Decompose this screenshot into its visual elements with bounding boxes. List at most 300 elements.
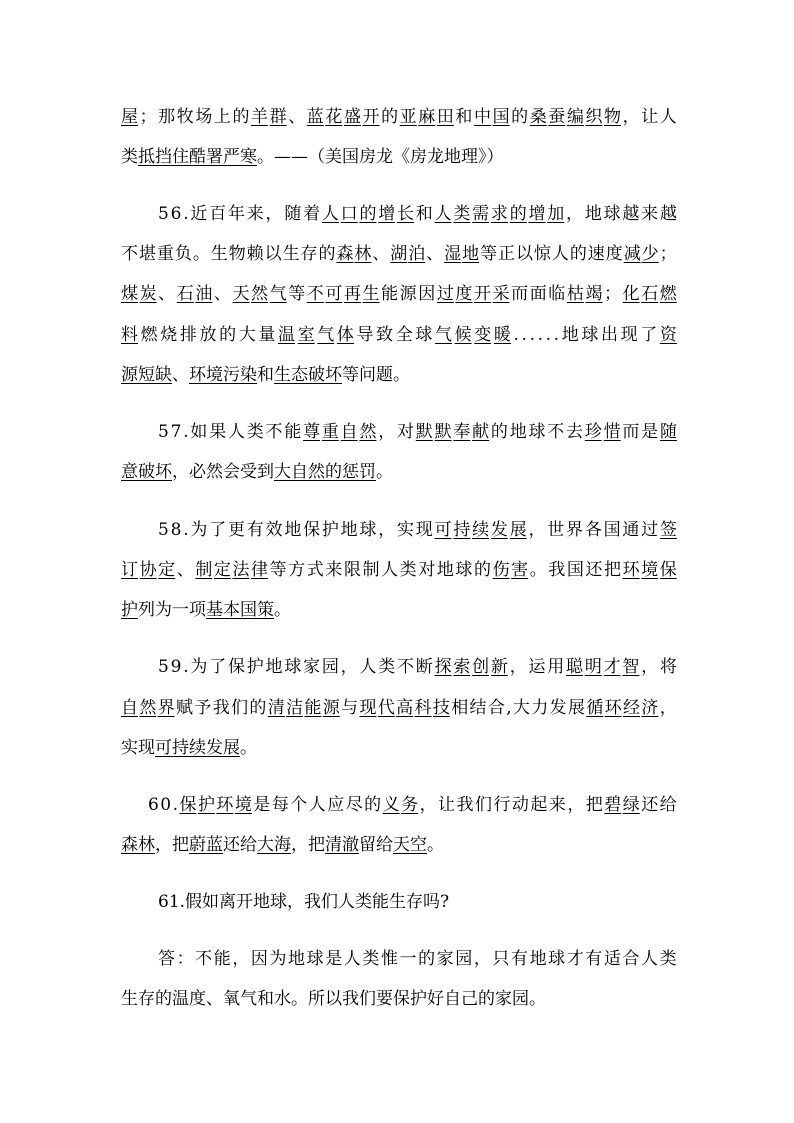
text-char: 临: [548, 284, 566, 304]
text-char: 5: [158, 204, 169, 224]
text-char: ，: [419, 795, 437, 815]
text-char: 以: [515, 244, 533, 264]
text-char: 来: [548, 795, 566, 815]
text-char: 赋: [176, 698, 194, 718]
underlined-term-char: 开: [473, 284, 491, 304]
text-line: [121, 696, 677, 720]
text-char: 而: [622, 422, 640, 442]
underlined-term-char: 技: [432, 698, 450, 718]
text-char: 人: [359, 657, 377, 677]
text-char: 速: [587, 244, 605, 264]
underlined-term-char: 然: [139, 698, 157, 718]
underlined-term-char: 泊: [408, 244, 426, 264]
underlined-term-char: 湿: [444, 244, 462, 264]
text-char: 相: [451, 698, 469, 718]
text-line: [121, 145, 677, 169]
text-char: 能: [213, 949, 231, 969]
text-line: [121, 323, 677, 347]
underlined-term-char: 蚕: [548, 107, 566, 127]
text-run: 。——（美国房龙《房龙地理》）: [257, 147, 504, 167]
text-char: 5: [158, 520, 169, 540]
text-char: 有: [510, 949, 528, 969]
text-char: 来: [246, 204, 264, 224]
text-line: [121, 460, 677, 484]
underlined-term-char: 盛: [343, 107, 361, 127]
text-char: 予: [194, 698, 212, 718]
underlined-term-char: 物: [604, 107, 622, 127]
text-line: [121, 833, 677, 857]
underlined-term: 护: [121, 600, 138, 620]
text-char: 不: [195, 949, 213, 969]
text-line: [121, 736, 677, 760]
underlined-term-char: 资: [659, 325, 677, 345]
text-char: 存: [300, 244, 318, 264]
text-char: 去: [566, 422, 584, 442]
underlined-term-char: 桑: [529, 107, 547, 127]
underlined-term: 环境污染: [189, 365, 257, 385]
text-char: 地: [284, 520, 302, 540]
underlined-term-char: 可: [325, 284, 343, 304]
text-char: 们: [474, 795, 492, 815]
text-char: 答: [158, 949, 175, 969]
underlined-term-char: 过: [436, 284, 454, 304]
underlined-term-char: 国: [492, 107, 510, 127]
underlined-term-char: 持: [453, 520, 471, 540]
text-char: 还: [585, 560, 603, 580]
text-char: 等: [288, 284, 306, 304]
text-char: 着: [303, 204, 321, 224]
underlined-term-char: 展: [509, 520, 527, 540]
underlined-term-char: 竭: [585, 284, 603, 304]
underlined-term-char: 气: [269, 284, 287, 304]
text-char: 负: [174, 244, 192, 264]
text-char: 出: [600, 325, 618, 345]
text-char: 、: [176, 560, 194, 580]
text-char: 地: [436, 560, 454, 580]
text-run: 。: [274, 600, 291, 620]
underlined-term-char: 制: [195, 560, 213, 580]
text-char: .: [537, 325, 543, 345]
text-char: 尽: [345, 795, 363, 815]
text-char: 一: [399, 949, 417, 969]
text-char: 越: [659, 204, 677, 224]
text-char: .: [183, 657, 189, 677]
underlined-term-char: 屋: [121, 107, 138, 127]
underlined-term-char: 石: [641, 284, 659, 304]
text-run: 等问题。: [342, 365, 410, 385]
text-char: 人: [343, 949, 361, 969]
text-char: .: [183, 520, 189, 540]
text-char: 给: [659, 795, 677, 815]
underlined-term: 大自然的惩罚: [274, 462, 376, 482]
text-char: 是: [253, 795, 271, 815]
text-char: 为: [190, 520, 208, 540]
text-char: 实: [397, 520, 414, 540]
text-char: ,: [506, 698, 512, 718]
text-line: [158, 947, 677, 971]
underlined-term-char: 代: [377, 698, 395, 718]
text-char: 赖: [246, 244, 264, 264]
text-char: 等: [269, 560, 287, 580]
text-char: 们: [231, 698, 249, 718]
text-char: ：: [176, 949, 194, 969]
underlined-term: 源短缺: [121, 365, 172, 385]
text-char: 家: [436, 949, 454, 969]
text-char: 合: [487, 698, 505, 718]
text-char: 园: [321, 657, 339, 677]
text-char: 球: [455, 560, 473, 580]
text-char: 的: [490, 422, 508, 442]
underlined-term-char: 亚: [399, 107, 417, 127]
text-char: 排: [179, 325, 197, 345]
underlined-term-char: 惜: [603, 422, 621, 442]
underlined-term-char: 油: [195, 284, 213, 304]
text-char: 了: [209, 520, 227, 540]
text-char: 随: [284, 204, 302, 224]
text-char: 放: [199, 325, 217, 345]
text-char: .: [183, 422, 189, 442]
text-char: .: [183, 204, 189, 224]
text-char: ，: [378, 422, 396, 442]
underlined-term-char: 类: [453, 204, 471, 224]
text-char: 场: [195, 107, 213, 127]
underlined-term-char: 绿: [622, 795, 640, 815]
text-char: 制: [362, 560, 380, 580]
underlined-term-char: 尊: [303, 422, 321, 442]
text-char: 限: [343, 560, 361, 580]
underlined-term-char: 中: [473, 107, 491, 127]
underlined-term-char: 求: [490, 204, 508, 224]
text-char: 结: [469, 698, 487, 718]
text-char: 的: [219, 325, 237, 345]
text-char: 。: [192, 244, 210, 264]
text-char: 我: [548, 560, 566, 580]
text-char: 地: [288, 949, 306, 969]
underlined-term-char: 增: [378, 204, 396, 224]
text-char: 不: [121, 244, 138, 264]
text-char: 正: [498, 244, 516, 264]
underlined-term-char: 羊: [251, 107, 269, 127]
text-char: 球: [306, 949, 324, 969]
underlined-term-char: 地: [462, 244, 480, 264]
text-char: 、: [372, 244, 390, 264]
text-line: [158, 890, 677, 914]
underlined-term-char: 境: [234, 795, 252, 815]
text-char: 人: [381, 560, 399, 580]
text-char: 近: [190, 204, 208, 224]
underlined-term-char: 料: [121, 325, 138, 345]
text-char: 界: [566, 520, 584, 540]
text-char: 因: [250, 949, 268, 969]
text-char: 面: [529, 284, 547, 304]
underlined-term-char: 采: [492, 284, 510, 304]
text-char: 了: [209, 657, 227, 677]
text-char: 度: [605, 244, 623, 264]
text-char: 还: [641, 795, 659, 815]
text-char: 我: [212, 698, 230, 718]
text-char: 只: [492, 949, 510, 969]
text-char: 来: [641, 204, 659, 224]
text-line: [158, 655, 677, 679]
text-char: 等: [480, 244, 498, 264]
underlined-term-char: 人: [321, 204, 339, 224]
text-char: 生: [282, 244, 300, 264]
underlined-term-char: 明: [584, 657, 602, 677]
underlined-term-char: 长: [397, 204, 414, 224]
text-char: 世: [547, 520, 565, 540]
text-char: 断: [415, 657, 433, 677]
underlined-term-char: 蓝: [306, 107, 324, 127]
text-char: 惊: [533, 244, 551, 264]
text-char: 我: [456, 795, 474, 815]
text-char: 7: [170, 422, 182, 442]
underlined-term-char: 自: [121, 698, 138, 718]
underlined-term-char: 碧: [604, 795, 622, 815]
text-run: 类: [121, 147, 138, 167]
text-char: 是: [641, 422, 659, 442]
text-char: 合: [622, 949, 640, 969]
underlined-term-char: 发: [490, 520, 508, 540]
text-char: .: [553, 325, 560, 345]
text-char: 让: [641, 107, 659, 127]
text-run: ，必然会受到: [172, 462, 274, 482]
underlined-term-char: 珍: [584, 422, 602, 442]
text-char: 各: [584, 520, 602, 540]
text-char: 把: [604, 560, 622, 580]
text-char: 地: [340, 520, 358, 540]
text-char: 9: [170, 657, 182, 677]
text-char: 的: [473, 560, 491, 580]
text-char: 5: [158, 422, 169, 442]
text-line: [158, 518, 677, 542]
text-char: 。: [529, 560, 547, 580]
text-char: 与: [341, 698, 359, 718]
text-char: 燃: [140, 325, 158, 345]
text-char: 惟: [380, 949, 398, 969]
text-char: ，: [378, 520, 396, 540]
text-char: ，: [528, 520, 546, 540]
text-char: 来: [325, 560, 343, 580]
text-char: 对: [418, 560, 436, 580]
text-char: ，: [265, 204, 283, 224]
underlined-term-char: 伤: [492, 560, 510, 580]
underlined-term-char: 协: [139, 560, 157, 580]
text-char: ；: [659, 244, 677, 264]
text-char: 用: [547, 657, 565, 677]
text-char: 对: [397, 422, 414, 442]
text-char: 有: [585, 949, 603, 969]
text-char: 以: [264, 244, 282, 264]
text-line: [121, 105, 677, 129]
text-char: 能: [381, 284, 399, 304]
underlined-term-char: 人: [434, 204, 452, 224]
underlined-term-char: 护: [197, 795, 215, 815]
text-char: 式: [306, 560, 324, 580]
text-run: ，把: [291, 835, 325, 855]
underlined-term-char: 务: [401, 795, 419, 815]
text-char: 护: [321, 520, 339, 540]
underlined-term-char: 环: [604, 698, 622, 718]
text-char: 方: [288, 560, 306, 580]
text-char: 地: [561, 325, 579, 345]
underlined-term-char: 室: [297, 325, 315, 345]
text-char: 的: [569, 244, 587, 264]
text-char: 球: [415, 325, 433, 345]
text-char: 6: [170, 204, 182, 224]
underlined-term-char: 默: [415, 422, 433, 442]
text-char: 有: [246, 520, 264, 540]
underlined-term-char: 探: [434, 657, 452, 677]
underlined-term-char: 现: [359, 698, 377, 718]
text-char: 类: [362, 949, 380, 969]
text-char: 通: [622, 520, 640, 540]
underlined-term-char: 然: [359, 422, 377, 442]
text-run: 61.假如离开地球，我们人类能生存吗?: [158, 892, 450, 912]
underlined-term-char: 田: [436, 107, 454, 127]
underlined-term-char: 森: [336, 244, 354, 264]
text-char: 每: [271, 795, 289, 815]
text-char: 球: [528, 422, 546, 442]
text-char: 0: [160, 795, 172, 815]
text-char: 烧: [160, 325, 178, 345]
text-char: 保: [227, 657, 245, 677]
text-char: 类: [399, 560, 417, 580]
text-char: 的: [381, 107, 399, 127]
text-line: [121, 242, 677, 266]
text-char: 的: [249, 698, 267, 718]
text-char: 力: [531, 698, 549, 718]
underlined-term-char: 生: [362, 284, 380, 304]
text-char: 、: [426, 244, 444, 264]
underlined-term-char: 经: [623, 698, 641, 718]
underlined-term-char: 林: [354, 244, 372, 264]
underlined-term-char: 石: [176, 284, 194, 304]
underlined-term: 生态破坏: [274, 365, 342, 385]
text-char: 现: [620, 325, 638, 345]
text-char: 人: [227, 422, 245, 442]
text-char: 的: [418, 949, 436, 969]
text-char: 5: [158, 657, 169, 677]
text-char: 球: [359, 520, 377, 540]
underlined-term-char: 献: [472, 422, 490, 442]
underlined-term-char: 少: [641, 244, 659, 264]
underlined-term-char: 燃: [659, 284, 677, 304]
text-char: .: [521, 325, 527, 345]
underlined-term-char: 自: [340, 422, 358, 442]
underlined-term-char: 聪: [566, 657, 584, 677]
underlined-term-char: 能: [304, 698, 322, 718]
text-char: 、: [288, 107, 306, 127]
text-char: ，: [659, 698, 677, 718]
underlined-term-char: 义: [382, 795, 400, 815]
text-char: 致: [376, 325, 394, 345]
text-run: ，把: [155, 835, 189, 855]
underlined-term-char: 再: [343, 284, 361, 304]
text-char: 人: [308, 795, 326, 815]
text-run: 。: [240, 738, 257, 758]
underlined-term-char: 不: [306, 284, 324, 304]
text-char: 国: [603, 520, 621, 540]
underlined-term-char: 新: [490, 657, 508, 677]
underlined-term-char: 害: [511, 560, 529, 580]
text-char: 为: [269, 949, 287, 969]
text-char: 效: [265, 520, 283, 540]
underlined-term-char: 气: [317, 325, 335, 345]
text-char: 那: [158, 107, 176, 127]
text-char: 源: [399, 284, 417, 304]
text-run: 。: [376, 462, 393, 482]
text-char: 人: [659, 107, 677, 127]
underlined-term-char: 索: [453, 657, 471, 677]
text-char: 现: [415, 520, 433, 540]
underlined-term-char: 变: [474, 325, 492, 345]
text-run: 、: [172, 365, 189, 385]
underlined-term-char: 才: [603, 657, 621, 677]
text-char: 类: [246, 422, 264, 442]
text-char: 大: [512, 698, 530, 718]
text-char: 类: [378, 657, 396, 677]
underlined-term-char: 气: [435, 325, 452, 345]
underlined-term-char: 可: [434, 520, 452, 540]
text-char: 导: [356, 325, 374, 345]
text-char: 地: [265, 657, 283, 677]
text-char: 国: [566, 560, 584, 580]
text-char: .: [513, 325, 519, 345]
underlined-term-char: 定: [213, 560, 231, 580]
text-char: 球: [548, 949, 566, 969]
text-char: 球: [603, 204, 621, 224]
text-char: 全: [395, 325, 413, 345]
underlined-term-char: 加: [547, 204, 565, 224]
text-char: 人: [551, 244, 569, 264]
text-char: 、: [158, 284, 176, 304]
underlined-term-char: 界: [157, 698, 175, 718]
text-line: [121, 363, 677, 387]
underlined-term-char: 随: [659, 422, 677, 442]
text-char: 8: [170, 520, 182, 540]
text-char: 果: [209, 422, 227, 442]
text-char: 地: [509, 422, 527, 442]
text-char: 不: [547, 422, 565, 442]
text-char: 量: [258, 325, 276, 345]
text-run: 实现: [121, 738, 155, 758]
underlined-term-char: 编: [566, 107, 584, 127]
text-char: ，: [232, 949, 250, 969]
underlined-term-char: 境: [641, 560, 659, 580]
text-line: [158, 202, 677, 226]
text-char: 的: [364, 795, 382, 815]
text-line: [158, 420, 677, 444]
text-char: 上: [213, 107, 231, 127]
text-line: [148, 793, 677, 817]
underlined-term-char: 环: [216, 795, 234, 815]
underlined-term-char: 天: [232, 284, 250, 304]
underlined-term-char: 花: [325, 107, 343, 127]
underlined-term-char: 体: [336, 325, 354, 345]
text-run: 留给: [359, 835, 393, 855]
text-char: .: [545, 325, 552, 345]
text-char: ；: [139, 107, 157, 127]
text-char: 生: [210, 244, 228, 264]
text-char: 为: [190, 657, 208, 677]
underlined-term-char: 重: [321, 422, 339, 442]
text-char: 园: [455, 949, 473, 969]
text-char: 行: [493, 795, 511, 815]
text-char: 运: [528, 657, 546, 677]
underlined-term-char: 枯: [566, 284, 584, 304]
underlined-term-char: 煤: [121, 284, 138, 304]
underlined-term-char: 织: [585, 107, 603, 127]
